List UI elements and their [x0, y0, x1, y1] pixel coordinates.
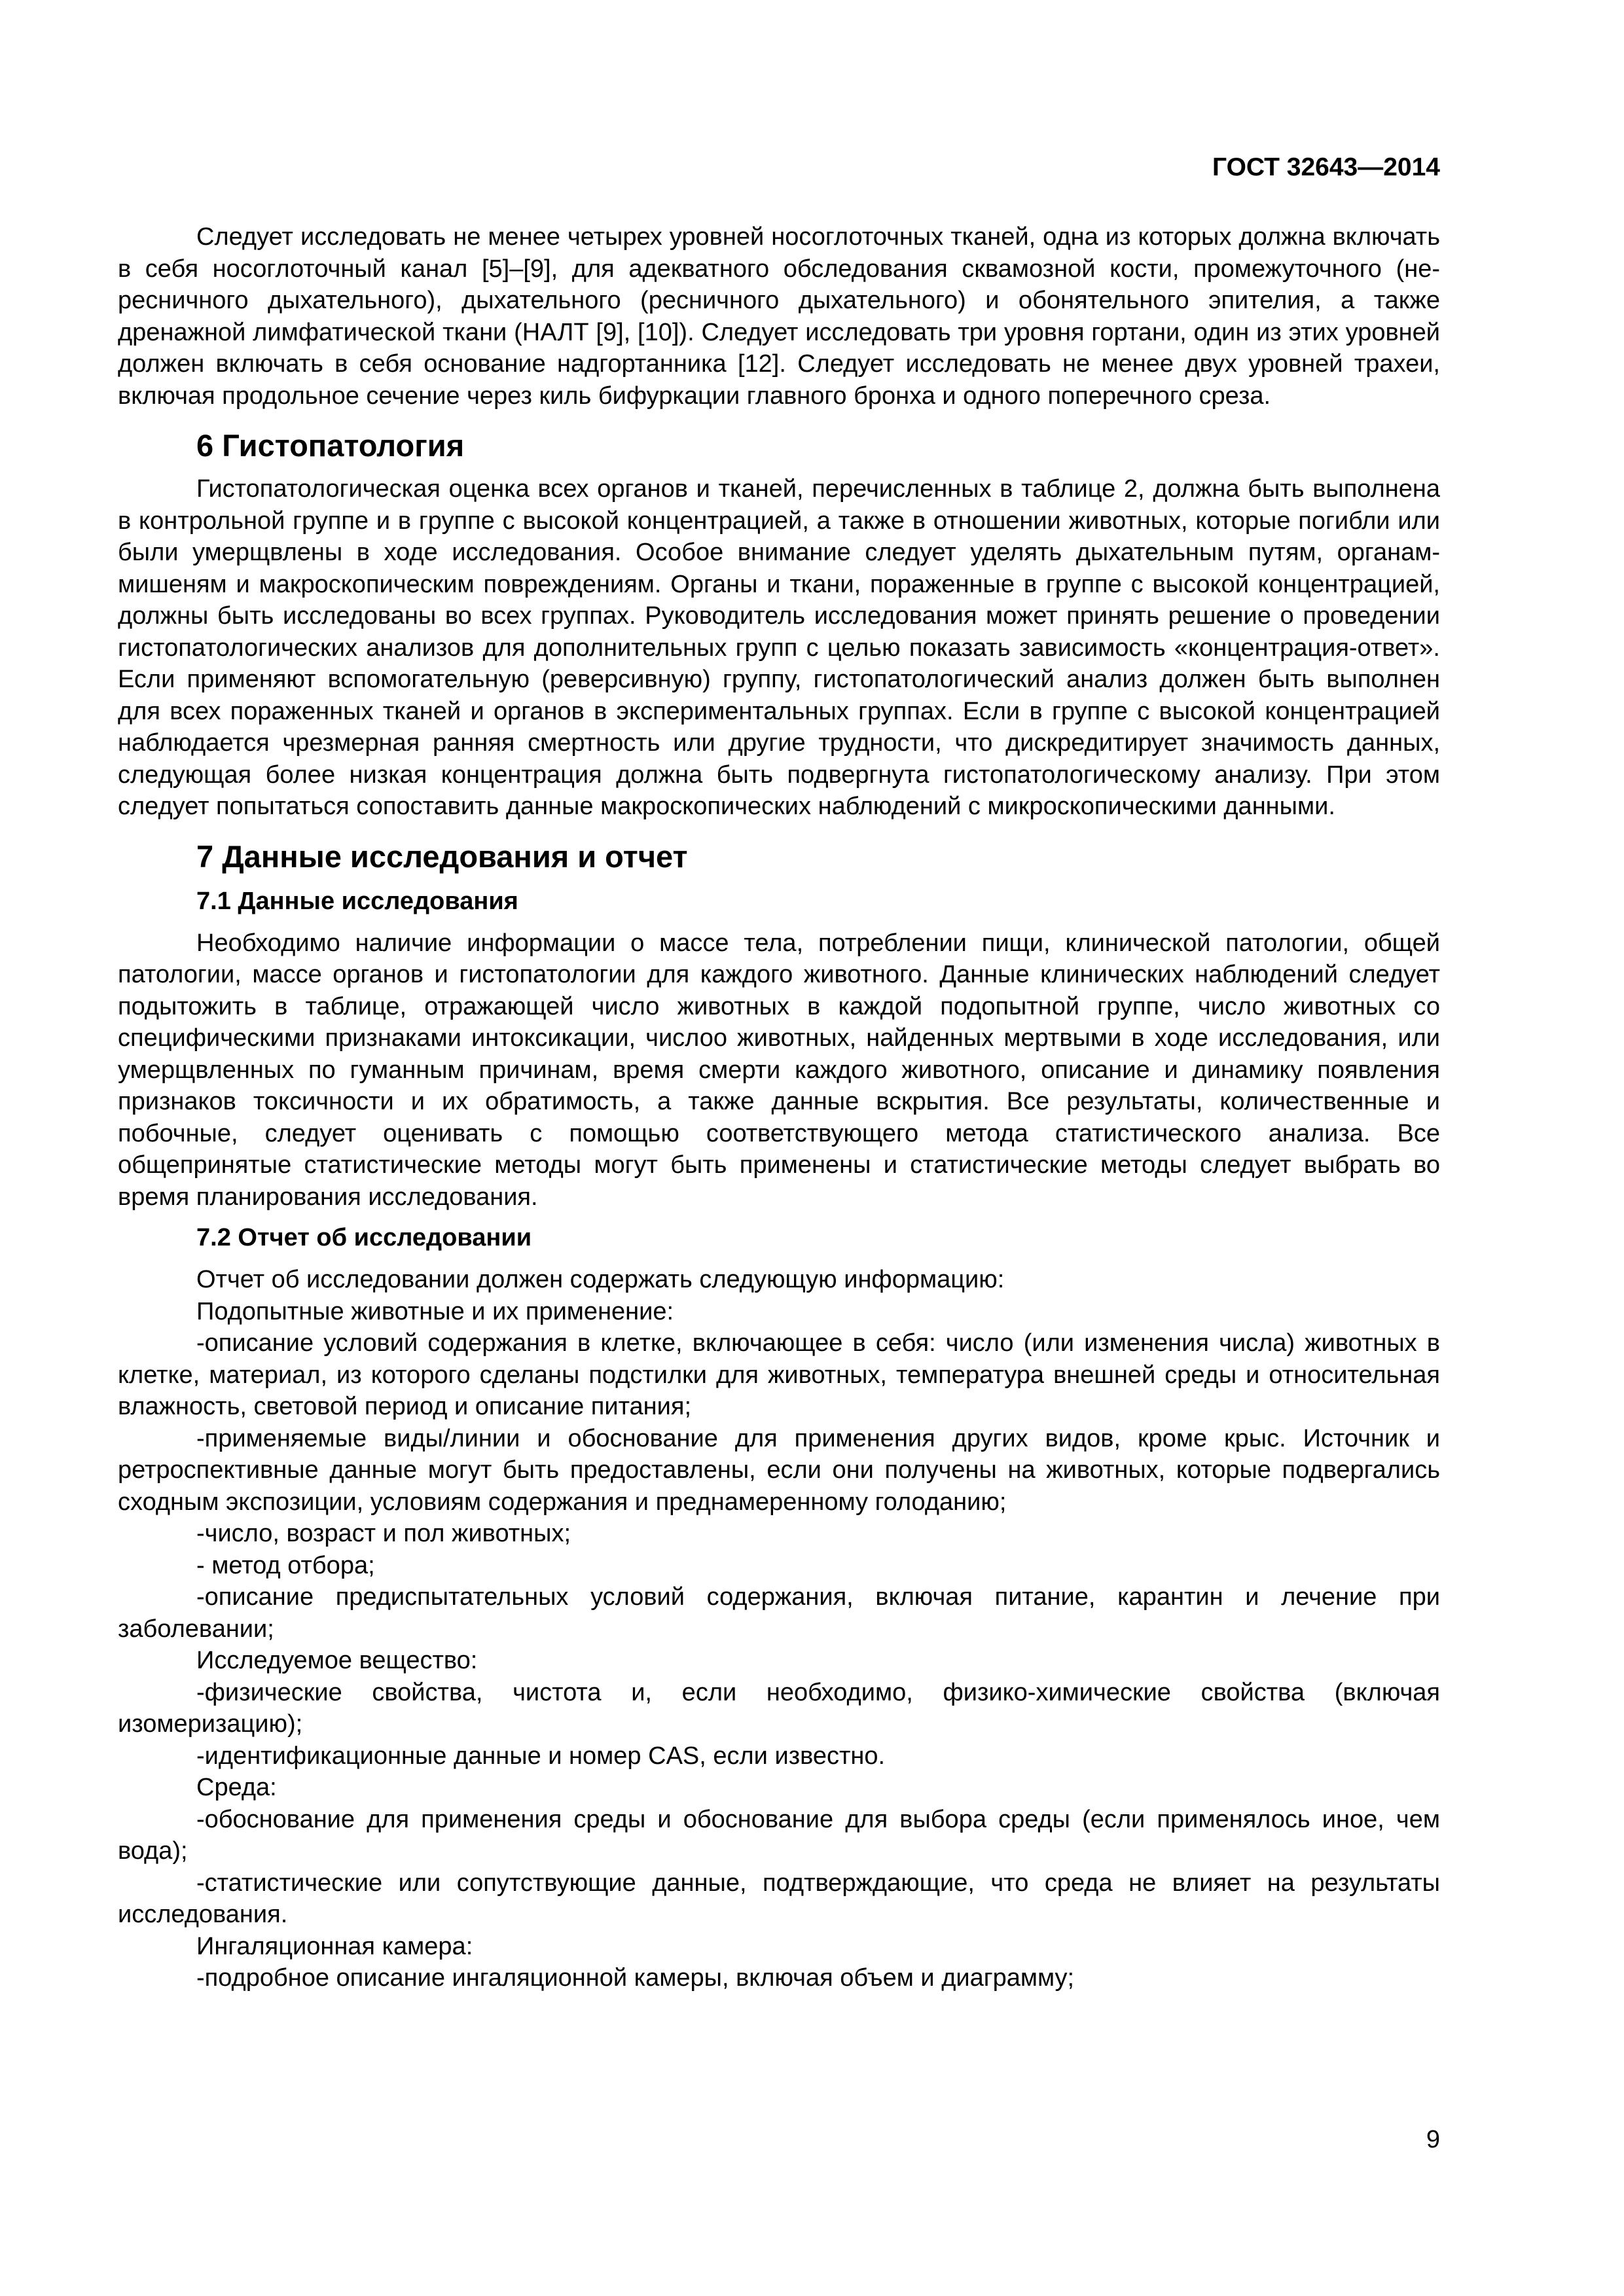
report-line: Отчет об исследовании должен содержать следующую информацию:: [196, 1266, 1005, 1293]
section-7-1-heading: 7.1 Данные исследования: [196, 887, 518, 915]
report-item: -подробное описание ингаляционной камеры, включая объем и диаграмму;: [196, 1964, 1075, 1992]
page-number: 9: [1426, 2126, 1440, 2153]
paragraph-study-data: Необходимо наличие информации о массе тела, потреблении пищи, клинической патологии, общей патологии, массе органов и гистопатологии для каждого животного. Данные клинических наблюдений следует подытожить в таблице, отражающей число животных в каждой подопытной группе, число животных со специфическими признаками интоксикации, числоо животных, найденных мертвыми в ходе исследования, или умерщвленных по гуманным причинам, время смерти каждого животного, описание и динамику появления признаков токсичности и их обратимость, а также данные вскрытия. Все результаты, количественные и побочные, следует оценивать с помощью соответствующего метода статистического анализа. Все общепринятые статистические методы могут быть применены и статистические методы следует выбрать во время планирования исследования.: [118, 929, 1440, 1211]
report-item: -описание предиспытательных условий содержания, включая питание, карантин и лечение при заболевании;: [118, 1583, 1440, 1643]
page-content: [118, 221, 1440, 1994]
report-subheading-animals: Подопытные животные и их применение:: [196, 1297, 674, 1325]
report-item: -статистические или сопутствующие данные, подтверждающие, что среда не влияет на результаты исследования.: [118, 1869, 1440, 1928]
report-item: -описание условий содержания в клетке, включающее в себя: число (или изменения числа) животных в клетке, материал, из которого сделаны подстилки для животных, температура внешней среды и относительная влажность, световой период и описание питания;: [118, 1329, 1440, 1420]
report-item: -применяемые виды/линии и обоснование для применения других видов, кроме крыс. Источник и ретроспективные данные могут быть предоставлены, если они получены на животных, которые подвергались сходным экспозиции, условиям содержания и преднамеренному голоданию;: [118, 1424, 1440, 1516]
section-7-2-heading: 7.2 Отчет об исследовании: [196, 1224, 532, 1251]
paragraph-nasopharynx: Следует исследовать не менее четырех уровней носоглоточных тканей, одна из которых должна включать в себя носоглоточный канал [5]–[9], для адекватного обследования сквамозной кости, промежуточного (не-ресничного дыхательного), дыхательного (ресничного дыхательного) и обонятельного эпителия, а также дренажной лимфатической ткани (НАЛТ [9], [10]). Следует исследовать три уровня гортани, один из этих уровней должен включать в себя основание надгортанника [12]. Следует исследовать не менее двух уровней трахеи, включая продольное сечение через киль бифуркации главного бронха и одного поперечного среза.: [118, 223, 1440, 410]
section-7-heading: 7 Данные исследования и отчет: [196, 838, 688, 874]
report-subheading-chamber: Ингаляционная камера:: [196, 1932, 473, 1960]
report-item: -идентификационные данные и номер CAS, если известно.: [196, 1742, 886, 1770]
report-subheading-substance: Исследуемое вещество:: [196, 1647, 478, 1674]
document-page: [118, 0, 1440, 2296]
report-item: - метод отбора;: [196, 1551, 375, 1579]
section-6-heading: 6 Гистопатология: [196, 428, 465, 463]
standard-designation: ГОСТ 32643—2014: [1212, 153, 1440, 181]
report-item: -обоснование для применения среды и обоснование для выбора среды (если применялось иное, чем вода);: [118, 1805, 1440, 1865]
report-item: -физические свойства, чистота и, если необходимо, физико-химические свойства (включая изомеризацию);: [118, 1678, 1440, 1738]
paragraph-histopathology: Гистопатологическая оценка всех органов и тканей, перечисленных в таблице 2, должна быть выполнена в контрольной группе и в группе с высокой концентрацией, а также в отношении животных, которые погибли или были умерщвлены в ходе исследования. Особое внимание следует уделять дыхательным путям, органам-мишеням и макроскопическим повреждениям. Органы и ткани, пораженные в группе с высокой концентрацией, должны быть исследованы во всех группах. Руководитель исследования может принять решение о проведении гистопатологических анализов для дополнительных групп с целью показать зависимость «концентрация-ответ». Если применяют вспомогательную (реверсивную) группу, гистопатологический анализ должен быть выполнен для всех пораженных тканей и органов в экспериментальных группах. Если в группе с высокой концентрацией наблюдается чрезмерная ранняя смертность или другие трудности, что дискредитирует значимость данных, следующая более низкая концентрация должна быть подвергнута гистопатологическому анализу. При этом следует попытаться сопоставить данные макроскопических наблюдений с микроскопическими данными.: [118, 475, 1440, 820]
report-item: -число, возраст и пол животных;: [196, 1520, 571, 1547]
report-subheading-vehicle: Среда:: [196, 1774, 277, 1801]
